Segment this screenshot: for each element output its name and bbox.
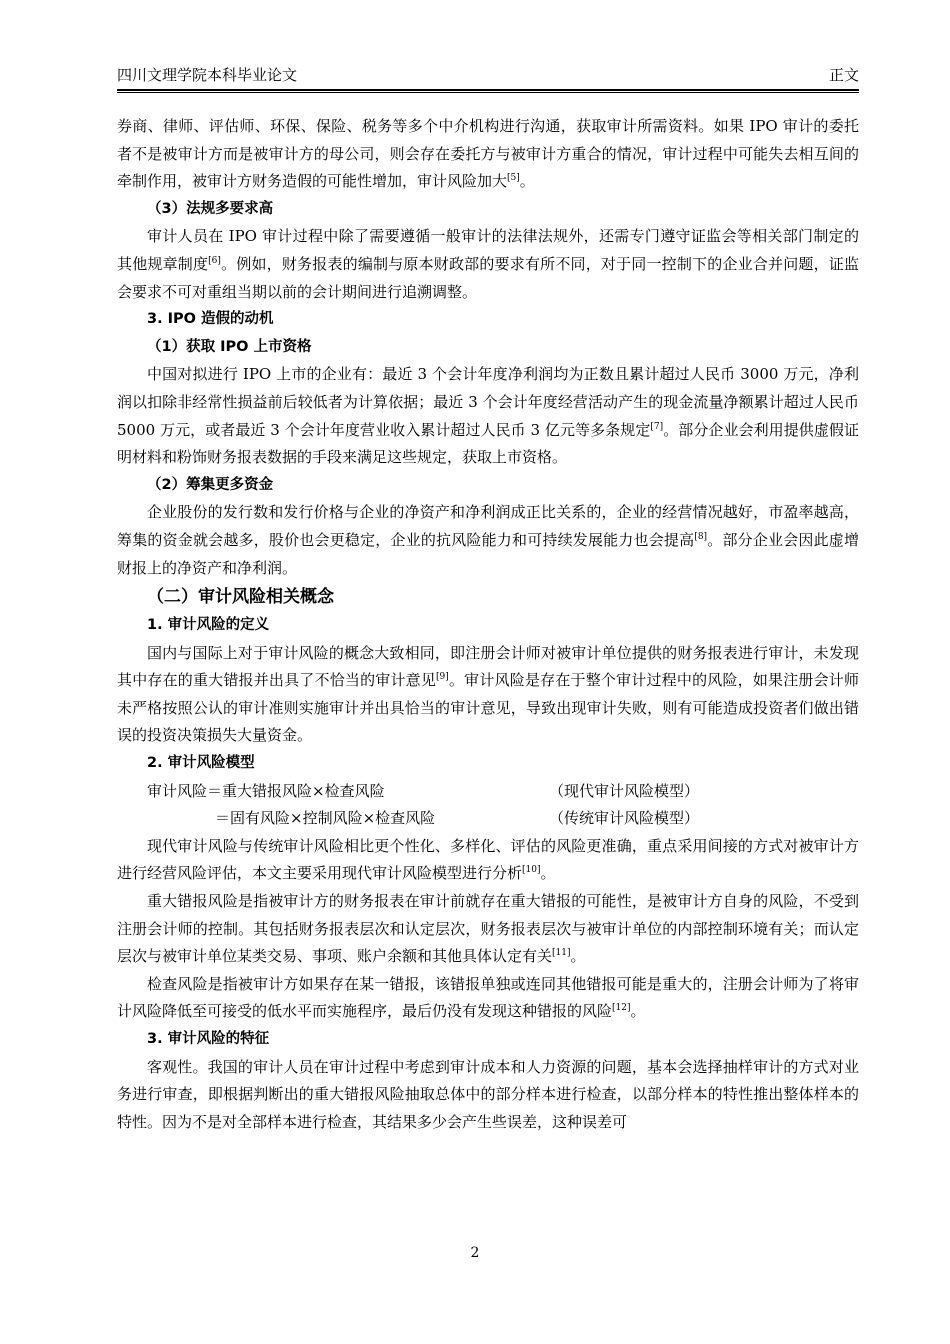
page-body	[117, 113, 859, 1136]
paragraph: 券商、律师、评估师、环保、保险、税务等多个中介机构进行沟通，获取审计所需资料。如果 IPO 审计的委托者不是被审计方而是被审计方的母公司，则会存在委托方与被审计方重合的情况，审计过程中可能失去相互间的牵制作用，被审计方财务造假的可能性增加，审计风险加大[5]。	[117, 117, 859, 191]
subheading: （2）筹集更多资金	[147, 476, 274, 493]
formula-tag: （现代审计风险模型）	[549, 781, 700, 800]
formula-text: 审计风险＝重大错报风险×检查风险	[147, 781, 385, 800]
subheading: 2. 审计风险模型	[147, 755, 255, 772]
paragraph: 中国对拟进行 IPO 上市的企业有：最近 3 个会计年度净利润均为正数且累计超过人民币 3000 万元，净利润以扣除非经常性损益前后较低者为计算依据；最近 3 个会计年度经营活动产生的现金流量净额累计超过人民币 5000 万元，或者最近 3 个会计年度营业收入累计超过人民币 3 亿元等多条规定[7]。部分企业会利用提供虚假证明材料和粉饰财务报表数据的手段来满足这些规定，获取上市资格。	[117, 365, 859, 467]
formula-tag: （传统审计风险模型）	[549, 809, 700, 828]
header-thesis-title: 四川文理学院本科毕业论文	[117, 66, 298, 84]
subheading: （1）获取 IPO 上市资格	[147, 338, 312, 355]
formula-text: ＝固有风险×控制风险×检查风险	[215, 809, 436, 828]
citation: [11]	[552, 948, 571, 959]
citation: [5]	[507, 173, 520, 184]
header-section-label: 正文	[828, 66, 859, 84]
paragraph: 现代审计风险与传统审计风险相比更个性化、多样化、评估的风险更准确，重点采用间接的方式对被审计方进行经营风险评估，本文主要采用现代审计风险模型进行分析[10]。	[117, 836, 859, 883]
paragraph: 国内与国际上对于审计风险的概念大致相同，即注册会计师对被审计单位提供的财务报表进行审计，未发现其中存在的重大错报并出具了不恰当的审计意见[9]。审计风险是存在于整个审计过程中的风险，如果注册会计师未严格按照公认的审计准则实施审计并出具恰当的审计意见，导致出现审计失败，则有可能造成投资者们做出错误的投资决策损失大量资金。	[117, 643, 859, 745]
page-number: 2	[470, 1245, 480, 1261]
citation: [8]	[694, 531, 708, 542]
paragraph: 企业股份的发行数和发行价格与企业的净资产和净利润成正比关系的，企业的经营情况越好，市盈率越高，筹集的资金就会越多，股价也会更稳定，企业的抗风险能力和可持续发展能力也会提高[8]。部分企业会因此虚增财报上的净资产和净利润。	[117, 503, 859, 577]
paragraph: 审计人员在 IPO 审计过程中除了需要遵循一般审计的法律法规外，还需专门遵守证监会等相关部门制定的其他规章制度[6]。例如，财务报表的编制与原本财政部的要求有所不同，对于同一控制下的企业合并问题，证监会要求不可对重组当期以前的会计期间进行追溯调整。	[117, 227, 859, 301]
header-rule	[117, 89, 859, 93]
subheading: 1. 审计风险的定义	[147, 617, 270, 634]
formula-modern	[117, 778, 859, 806]
citation: [12]	[612, 1003, 631, 1014]
paragraph: 检查风险是指被审计方如果存在某一错报，该错报单独或连同其他错报可能是重大的，注册会计师为了将审计风险降低至可接受的低水平而实施程序，最后仍没有发现这种错报的风险[12]。	[117, 974, 859, 1021]
citation: [9]	[436, 672, 449, 683]
section-heading: （二）审计风险相关概念	[147, 587, 334, 608]
page-header	[117, 64, 859, 86]
citation: [10]	[522, 865, 541, 876]
subheading: （3）法规多要求高	[147, 200, 274, 217]
paragraph: 重大错报风险是指被审计方的财务报表在审计前就存在重大错报的可能性，是被审计方自身的风险，不受到注册会计师的控制。其包括财务报表层次和认定层次，财务报表层次与被审计单位的内部控制环境有关；而认定层次与被审计单位某类交易、事项、账户余额和其他具体认定有关[11]。	[117, 892, 859, 966]
citation: [6]	[208, 255, 221, 266]
subheading: 3. 审计风险的特征	[147, 1031, 270, 1047]
formula-traditional	[117, 805, 859, 833]
citation: [7]	[650, 421, 664, 432]
subheading: 3. IPO 造假的动机	[147, 311, 274, 328]
paragraph: 客观性。我国的审计人员在审计过程中考虑到审计成本和人力资源的问题，基本会选择抽样审计的方式对业务进行审查，即根据判断出的重大错报风险抽取总体中的部分样本进行检查，以部分样本的特性推出整体样本的特性。因为不是对全部样本进行检查，其结果多少会产生些误差，这种误差可	[117, 1057, 859, 1131]
